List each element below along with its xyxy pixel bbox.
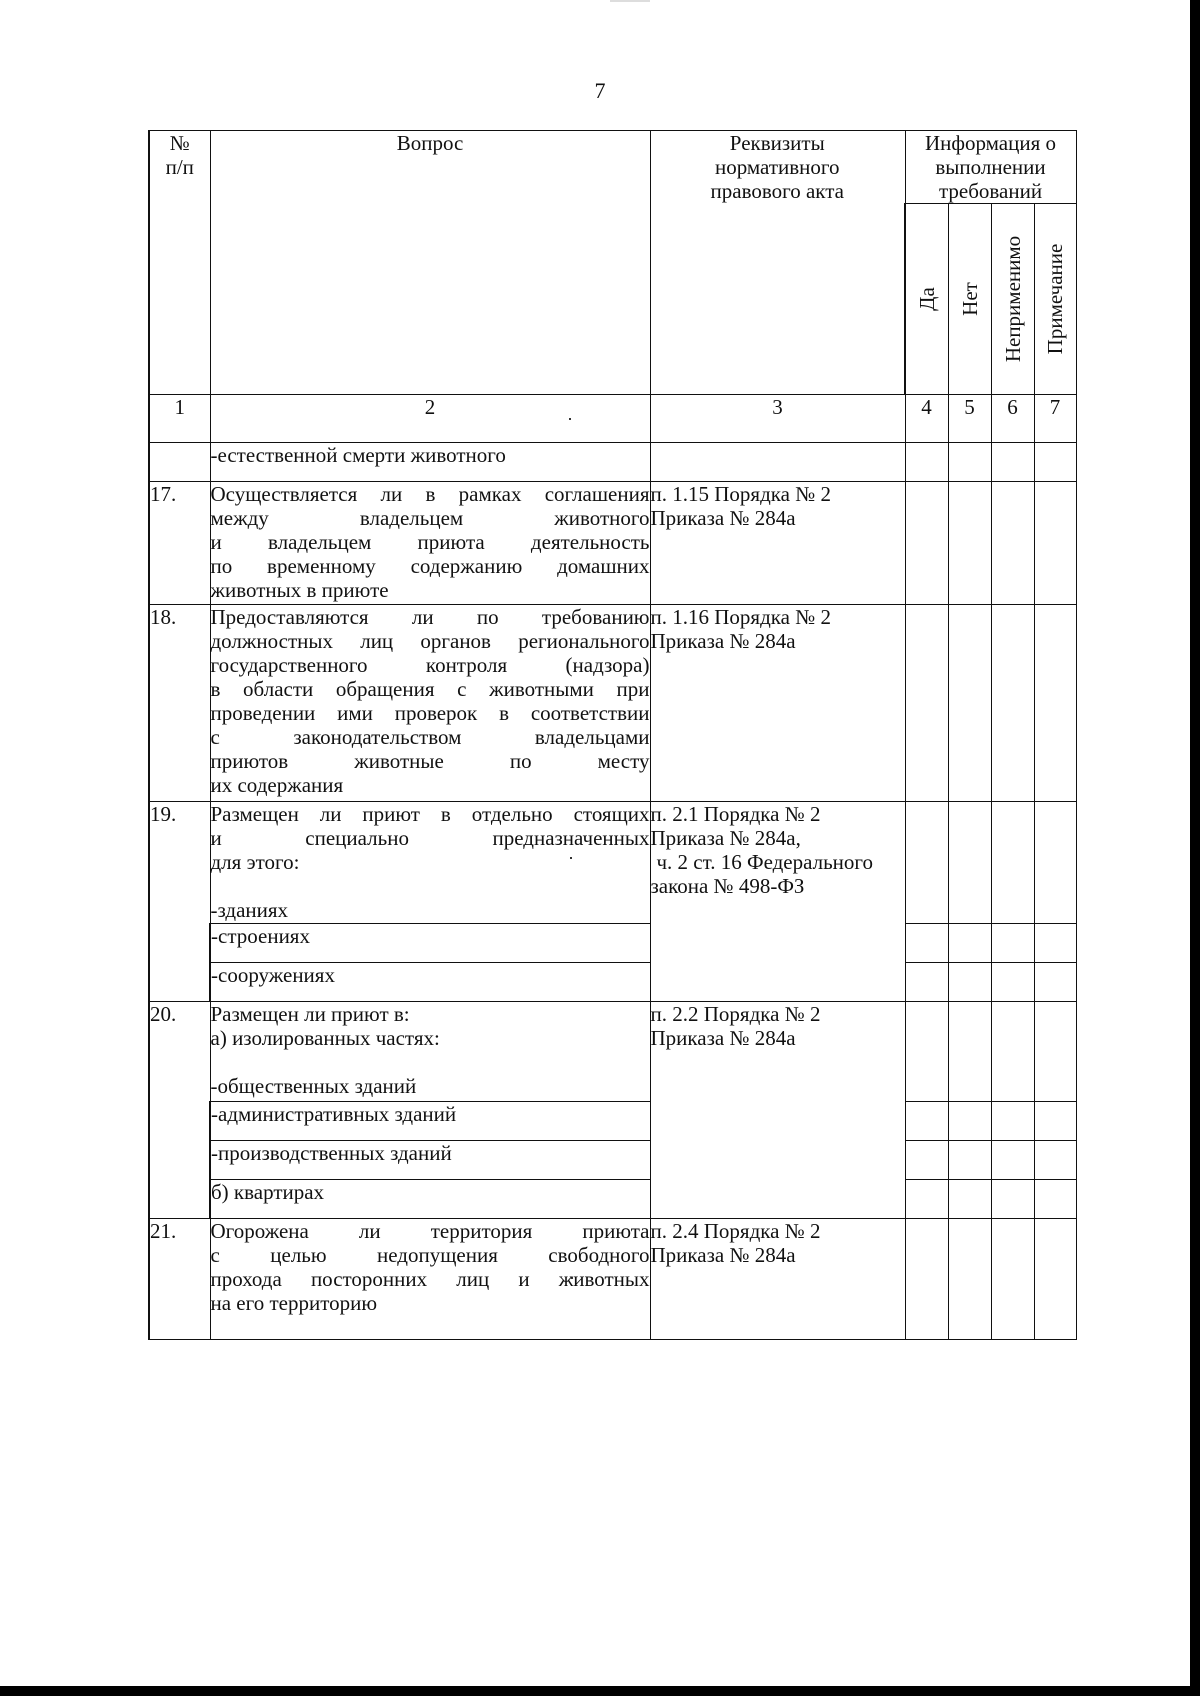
question-cell [210, 1219, 650, 1340]
question-line: а) изолированных частях: [210, 1026, 440, 1050]
answer-yes-cell[interactable] [905, 802, 948, 924]
question-cell [210, 605, 650, 802]
header-requisites: Реквизиты нормативного правового акта [650, 131, 905, 395]
scan-artifact-top [610, 0, 650, 2]
requisites-cell [650, 605, 905, 802]
answer-no-cell[interactable] [948, 924, 991, 963]
note-cell[interactable] [1034, 443, 1076, 482]
requisites-cell [650, 1219, 905, 1340]
question-line: в области обращения с животными при [210, 677, 650, 701]
question-line: должностных лиц органов регионального [210, 629, 650, 653]
question-cell: -естественной смерти животного [210, 443, 650, 482]
table-row [149, 1102, 1076, 1141]
requisites-line: Приказа № 284а [650, 629, 796, 653]
question-cell [210, 1002, 650, 1102]
question-line: с законодательством владельцами [210, 725, 650, 749]
question-cell [210, 802, 650, 924]
note-cell[interactable] [1034, 482, 1076, 605]
requisites-cell [650, 1002, 905, 1219]
note-cell[interactable] [1034, 1102, 1076, 1141]
requisites-line: п. 2.2 Порядка № 2 [650, 1002, 821, 1026]
requisites-line: Приказа № 284а [650, 1243, 796, 1267]
row-number: 21. [149, 1219, 210, 1340]
table-row [149, 1141, 1076, 1180]
row-number [149, 443, 210, 482]
answer-not-applicable-cell[interactable] [991, 1141, 1034, 1180]
answer-not-applicable-cell[interactable] [991, 802, 1034, 924]
answer-no-cell[interactable] [948, 1102, 991, 1141]
requisites-line: п. 2.4 Порядка № 2 [650, 1219, 821, 1243]
column-index: 7 [1034, 395, 1076, 443]
question-line: приютов животные по месту [210, 749, 650, 773]
note-cell[interactable] [1034, 963, 1076, 1002]
header-num: № п/п [149, 131, 210, 395]
question-line: прохода посторонних лиц и животных [210, 1267, 650, 1291]
note-cell[interactable] [1034, 1219, 1076, 1340]
table-row [149, 482, 1076, 605]
header-note: Примечание [1034, 204, 1076, 395]
question-line: Размещен ли приют в отдельно стоящих [210, 802, 650, 826]
answer-no-cell[interactable] [948, 482, 991, 605]
answer-yes-cell[interactable] [905, 924, 948, 963]
scan-edge-right [1190, 0, 1200, 1696]
requisites-cell [650, 482, 905, 605]
question-line: по временному содержанию домашних [210, 554, 650, 578]
note-cell[interactable] [1034, 802, 1076, 924]
requisites-line: п. 1.15 Порядка № 2 [650, 482, 831, 506]
table-row [149, 1180, 1076, 1219]
table-row [149, 963, 1076, 1002]
question-line: Предоставляются ли по требованию [210, 605, 650, 629]
question-line: и владельцем приюта деятельность [210, 530, 650, 554]
column-index: 3 [650, 395, 905, 443]
header-no: Нет [948, 204, 991, 395]
answer-yes-cell[interactable] [905, 1219, 948, 1340]
answer-not-applicable-cell[interactable] [991, 605, 1034, 802]
question-subitem: -административных зданий [210, 1102, 650, 1141]
answer-not-applicable-cell[interactable] [991, 1219, 1034, 1340]
column-index: 1 [149, 395, 210, 443]
header-question: Вопрос [210, 131, 650, 395]
answer-yes-cell[interactable] [905, 1102, 948, 1141]
column-index-row [149, 395, 1076, 443]
column-index: 2 [210, 395, 650, 443]
table-row [149, 605, 1076, 802]
note-cell[interactable] [1034, 1141, 1076, 1180]
question-line: с целью недопущения свободного [210, 1243, 650, 1267]
answer-no-cell[interactable] [948, 1180, 991, 1219]
row-number: 19. [149, 802, 210, 1002]
question-line: государственного контроля (надзора) [210, 653, 650, 677]
note-cell[interactable] [1034, 605, 1076, 802]
requisites-cell [650, 443, 905, 482]
answer-yes-cell[interactable] [905, 963, 948, 1002]
answer-no-cell[interactable] [948, 802, 991, 924]
answer-yes-cell[interactable] [905, 1002, 948, 1102]
requisites-line: п. 1.16 Порядка № 2 [650, 605, 831, 629]
requisites-line: п. 2.1 Порядка № 2 [650, 802, 821, 826]
checklist-table [148, 130, 1077, 1340]
header-info: Информация о выполнении требований [905, 131, 1076, 204]
question-line: и специально предназначенных [210, 826, 650, 850]
row-number: 20. [149, 1002, 210, 1219]
question-cell [210, 482, 650, 605]
answer-not-applicable-cell[interactable] [991, 1002, 1034, 1102]
question-line: Огорожена ли территория приюта [210, 1219, 650, 1243]
answer-not-applicable-cell[interactable] [991, 443, 1034, 482]
header-row [149, 131, 1076, 204]
column-index: 5 [948, 395, 991, 443]
answer-yes-cell[interactable] [905, 605, 948, 802]
answer-yes-cell[interactable] [905, 482, 948, 605]
table-row [149, 443, 1076, 482]
question-line: Осуществляется ли в рамках соглашения [210, 482, 650, 506]
answer-not-applicable-cell[interactable] [991, 963, 1034, 1002]
question-subitem: -общественных зданий [210, 1074, 417, 1098]
requisites-cell [650, 802, 905, 1002]
answer-not-applicable-cell[interactable] [991, 924, 1034, 963]
question-subitem: б) квартирах [210, 1180, 650, 1219]
answer-not-applicable-cell[interactable] [991, 1102, 1034, 1141]
note-cell[interactable] [1034, 1180, 1076, 1219]
requisites-line: Приказа № 284а, [650, 826, 801, 850]
requisites-line: ч. 2 ст. 16 Федерального [656, 850, 874, 874]
question-line: проведении ими проверок в соответствии [210, 701, 650, 725]
scan-edge-bottom [0, 1686, 1200, 1696]
answer-yes-cell[interactable] [905, 1180, 948, 1219]
table-row [149, 802, 1076, 924]
column-index: 4 [905, 395, 948, 443]
answer-no-cell[interactable] [948, 1219, 991, 1340]
row-number: 17. [149, 482, 210, 605]
question-line: их содержания [210, 773, 344, 797]
answer-yes-cell[interactable] [905, 443, 948, 482]
question-line: между владельцем животного [210, 506, 650, 530]
note-cell[interactable] [1034, 924, 1076, 963]
note-cell[interactable] [1034, 1002, 1076, 1102]
answer-not-applicable-cell[interactable] [991, 482, 1034, 605]
page-number: 7 [594, 78, 606, 103]
table-row [149, 1002, 1076, 1102]
requisites-line: Приказа № 284а [650, 506, 796, 530]
row-number: 18. [149, 605, 210, 802]
question-line: для этого: [210, 850, 300, 874]
answer-no-cell[interactable] [948, 1141, 991, 1180]
answer-yes-cell[interactable] [905, 1141, 948, 1180]
requisites-line: Приказа № 284а [650, 1026, 796, 1050]
table-row [149, 1219, 1076, 1340]
table-row [149, 924, 1076, 963]
question-subitem: -зданиях [210, 898, 289, 922]
question-subitem: -производственных зданий [210, 1141, 650, 1180]
answer-not-applicable-cell[interactable] [991, 1180, 1034, 1219]
question-line: на его территорию [210, 1291, 378, 1315]
header-yes: Да [905, 204, 948, 395]
question-line: Размещен ли приют в: [210, 1002, 410, 1026]
question-subitem: -строениях [210, 924, 650, 963]
question-subitem: -сооружениях [210, 963, 650, 1002]
header-not-applicable: Неприменимо [991, 204, 1034, 395]
requisites-line: закона № 498-ФЗ [650, 874, 805, 898]
answer-no-cell[interactable] [948, 443, 991, 482]
question-line: животных в приюте [210, 578, 389, 602]
answer-no-cell[interactable] [948, 605, 991, 802]
answer-no-cell[interactable] [948, 963, 991, 1002]
column-index: 6 [991, 395, 1034, 443]
answer-no-cell[interactable] [948, 1002, 991, 1102]
